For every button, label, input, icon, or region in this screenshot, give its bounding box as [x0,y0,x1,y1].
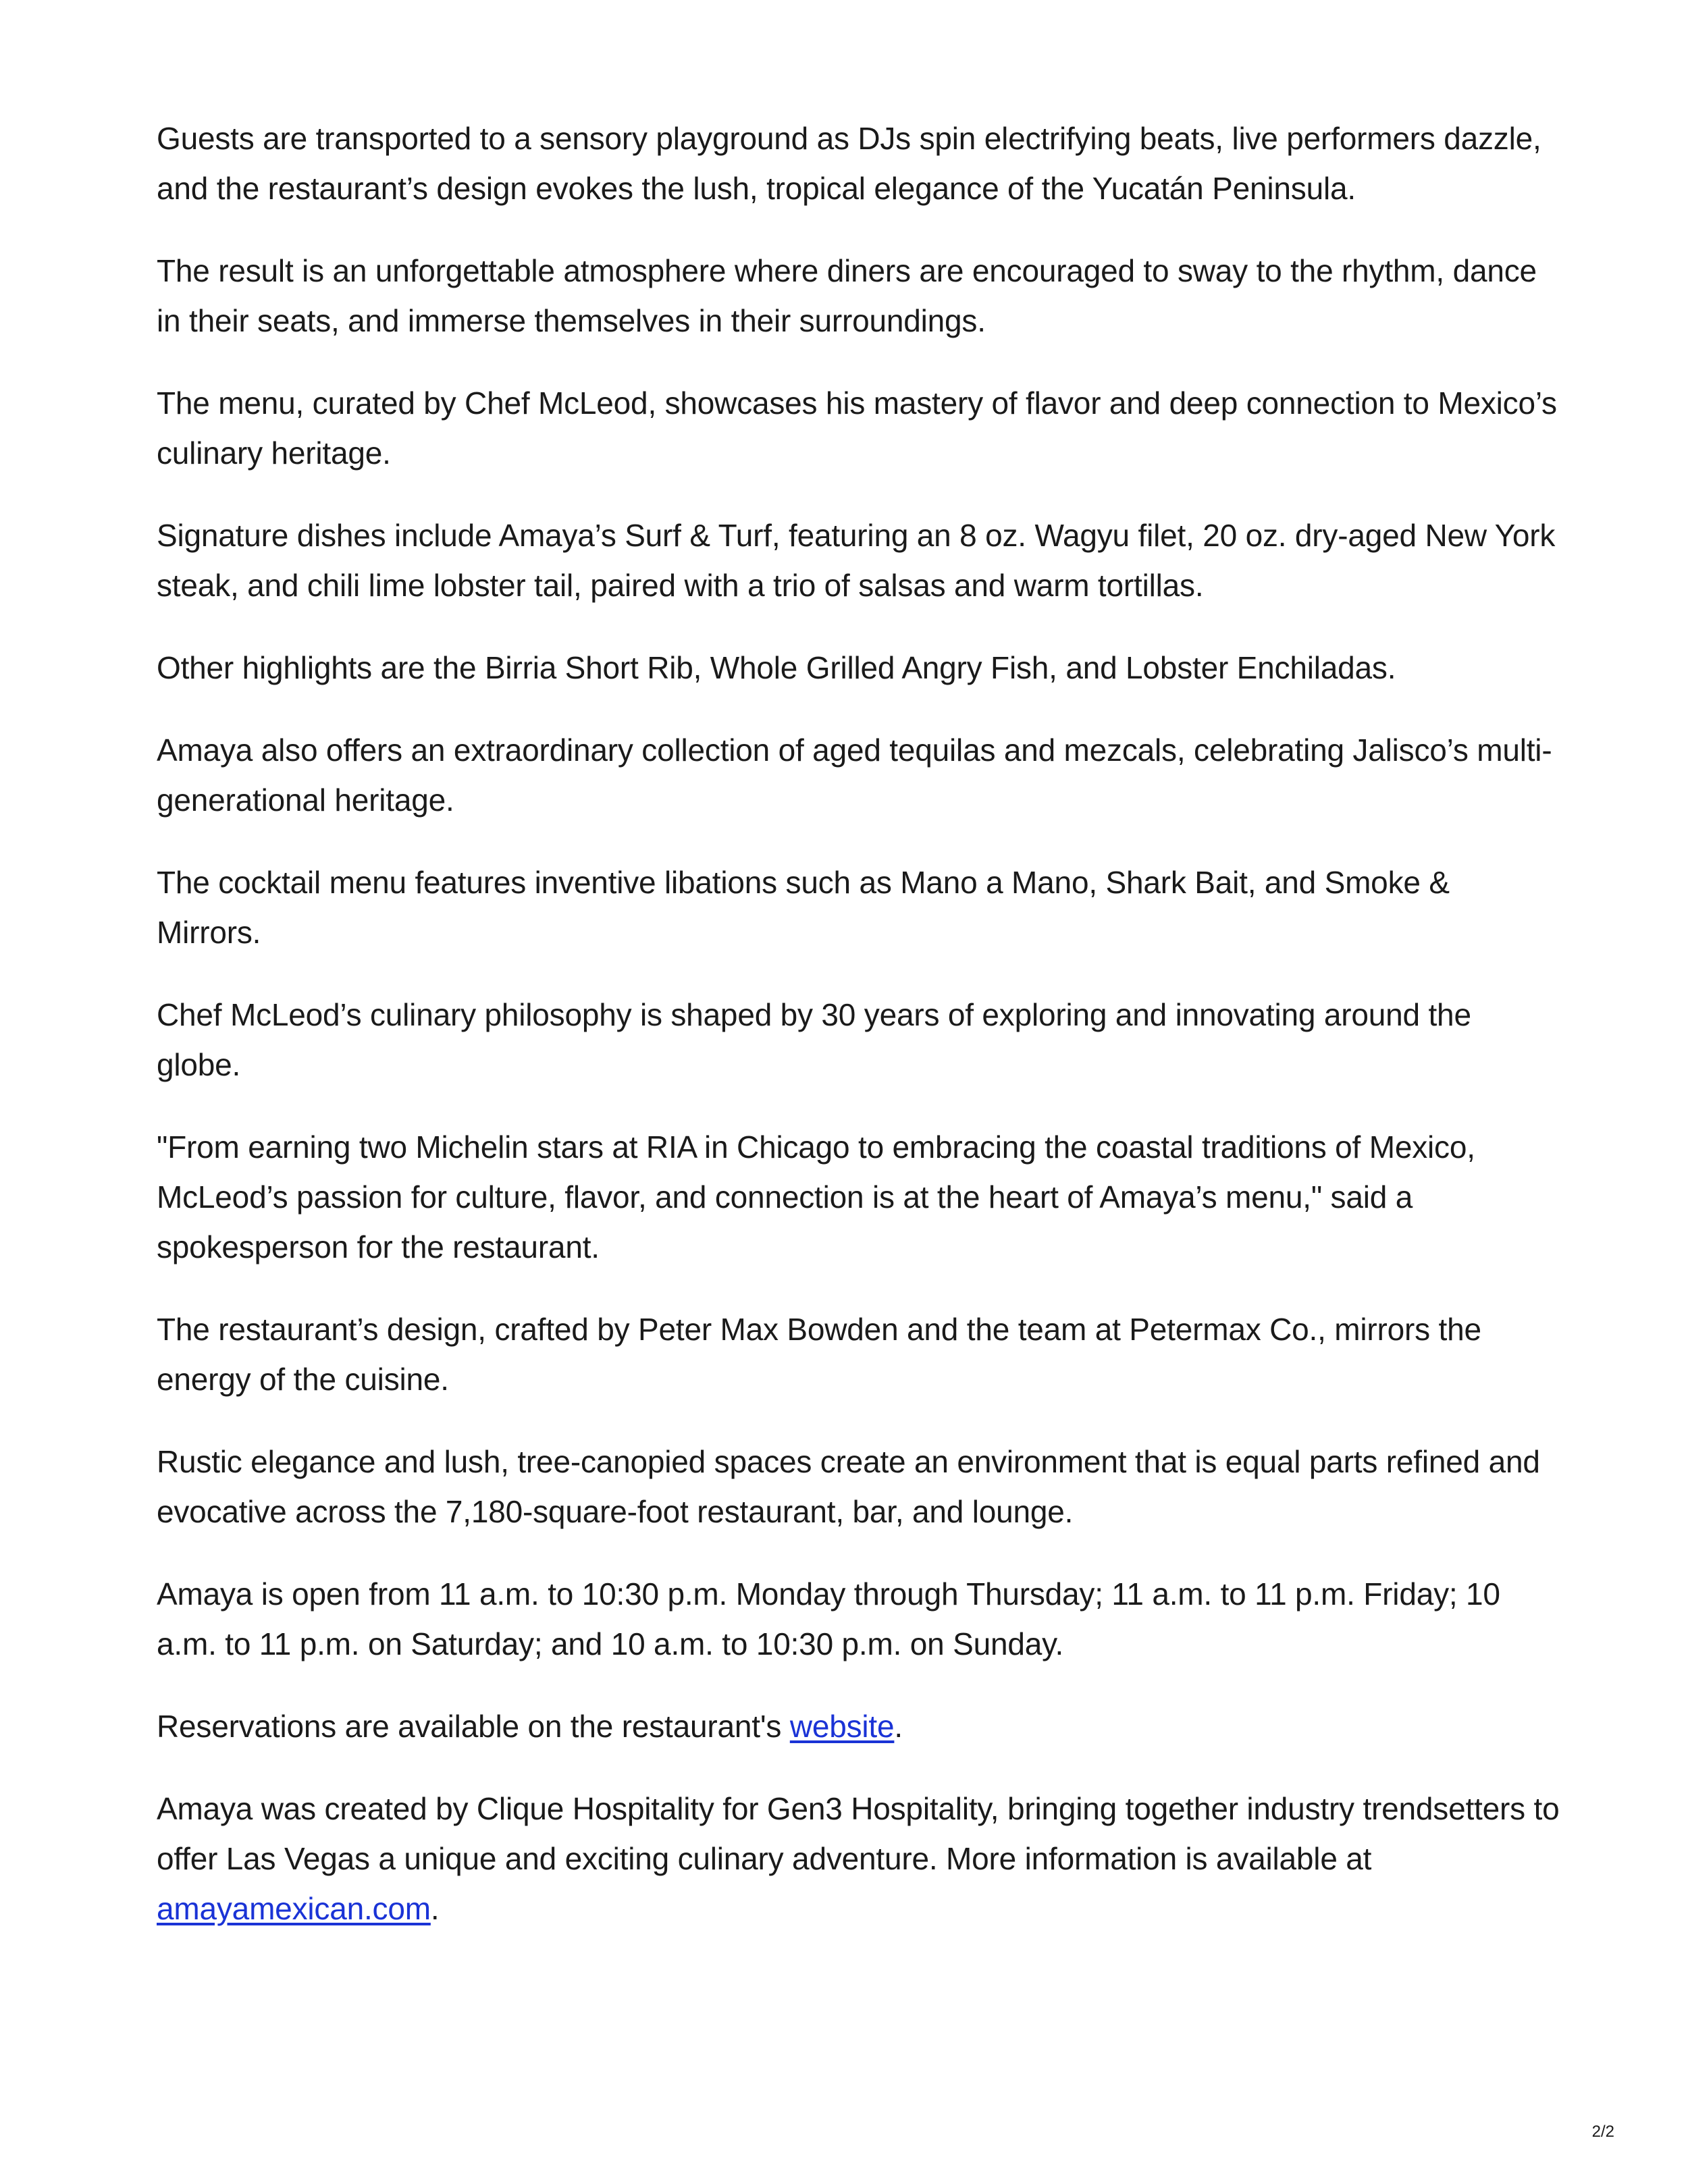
amayamexican-link[interactable]: amayamexican.com [157,1891,431,1926]
paragraph-design: The restaurant’s design, crafted by Peter Max Bowden and the team at Petermax Co., mirrors the energy of the cuisine. [157,1312,1481,1397]
paragraph-menu: The menu, curated by Chef McLeod, showcases his mastery of flavor and deep connection to Mexico’s culinary heritage. [157,385,1557,471]
reservations-period: . [894,1709,903,1744]
paragraph-quote: "From earning two Michelin stars at RIA in Chicago to embracing the coastal traditions of Mexico, McLeod’s passion for culture, flavor, and connection is at the heart of Amaya’s menu," said a spokesperson for the restaurant. [157,1129,1475,1264]
paragraph-tequilas: Amaya also offers an extraordinary collection of aged tequilas and mezcals, celebrating Jalisco’s multi-generational heritage. [157,733,1552,818]
paragraph-sensory-playground: Guests are transported to a sensory playground as DJs spin electrifying beats, live performers dazzle, and the restaurant’s design evokes the lush, tropical elegance of the Yucatán Peninsula. [157,121,1541,206]
paragraph-cocktails: The cocktail menu features inventive libations such as Mano a Mano, Shark Bait, and Smoke & Mirrors. [157,865,1450,950]
page-number: 2/2 [1591,2123,1614,2141]
closing-text: Amaya was created by Clique Hospitality for Gen3 Hospitality, bringing together industry trendsetters to offer Las Vegas a unique and exciting culinary adventure. More information is available at [157,1791,1560,1876]
article-body [157,113,1561,1966]
paragraph-atmosphere: The result is an unforgettable atmosphere where diners are encouraged to sway to the rhythm, dance in their seats, and immerse themselves in their surroundings. [157,253,1537,338]
paragraph-reservations [157,1701,1561,1751]
closing-period: . [430,1891,440,1926]
paragraph-closing [157,1784,1561,1934]
website-link[interactable]: website [789,1709,895,1744]
paragraph-hours: Amaya is open from 11 a.m. to 10:30 p.m. Monday through Thursday; 11 a.m. to 11 p.m. Friday; 10 a.m. to 11 p.m. on Saturday; and 10 a.m. to 10:30 p.m. on Sunday. [157,1576,1500,1661]
paragraph-highlights: Other highlights are the Birria Short Rib, Whole Grilled Angry Fish, and Lobster Enchiladas. [157,650,1396,685]
paragraph-signature-dishes: Signature dishes include Amaya’s Surf & Turf, featuring an 8 oz. Wagyu filet, 20 oz. dry-aged New York steak, and chili lime lobster tail, paired with a trio of salsas and warm tortillas. [157,518,1556,603]
paragraph-philosophy: Chef McLeod’s culinary philosophy is shaped by 30 years of exploring and innovating around the globe. [157,997,1471,1082]
paragraph-spaces: Rustic elegance and lush, tree-canopied spaces create an environment that is equal parts refined and evocative across the 7,180-square-foot restaurant, bar, and lounge. [157,1444,1540,1529]
reservations-text: Reservations are available on the restaurant's [157,1709,790,1744]
